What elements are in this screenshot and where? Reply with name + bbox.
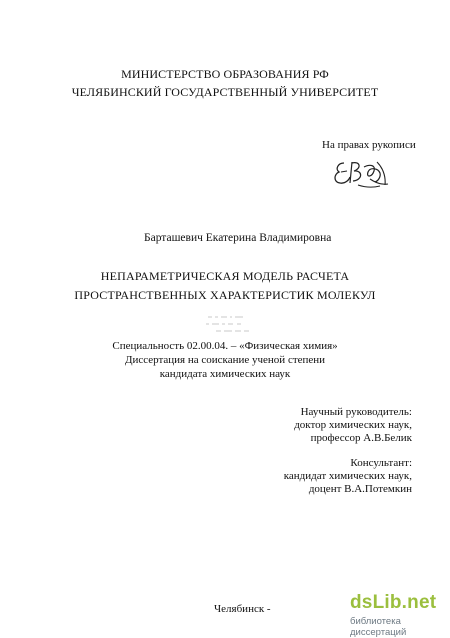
dslib-watermark: [350, 592, 446, 638]
degree-line: кандидата химических наук: [159, 368, 291, 380]
watermark-logo: dsLib.net: [350, 592, 437, 613]
university-heading: ЧЕЛЯБИНСКИЙ ГОСУДАРСТВЕННЫЙ УНИВЕРСИТЕТ: [71, 85, 379, 99]
supervisor-block: [294, 406, 412, 445]
city-line: Челябинск -: [214, 603, 271, 615]
consultant-heading: Консультант:: [350, 457, 412, 469]
consultant-name: доцент В.А.Потемкин: [308, 483, 412, 495]
supervisor-name: профессор А.В.Белик: [310, 432, 412, 444]
supervisor-title: доктор химических наук,: [294, 419, 412, 431]
faint-stamp-mark: [202, 312, 260, 336]
consultant-block: [284, 457, 412, 496]
dissertation-line: Диссертация на соискание ученой степени: [124, 354, 326, 366]
consultant-title: кандидат химических наук,: [283, 470, 412, 482]
author-signature: [330, 155, 392, 191]
watermark-subtitle: библиотека диссертаций: [350, 616, 407, 638]
rights-note: На правах рукописи: [322, 139, 416, 151]
specialty-line: Специальность 02.00.04. – «Физическая химия»: [112, 340, 338, 352]
thesis-title-line-2: ПРОСТРАНСТВЕННЫХ ХАРАКТЕРИСТИК МОЛЕКУЛ: [74, 288, 376, 302]
thesis-title-line-1: НЕПАРАМЕТРИЧЕСКАЯ МОДЕЛЬ РАСЧЕТА: [100, 269, 350, 283]
supervisor-heading: Научный руководитель:: [300, 406, 412, 418]
author-name: Барташевич Екатерина Владимировна: [144, 232, 332, 244]
ministry-heading: МИНИСТЕРСТВО ОБРАЗОВАНИЯ РФ: [121, 67, 329, 81]
